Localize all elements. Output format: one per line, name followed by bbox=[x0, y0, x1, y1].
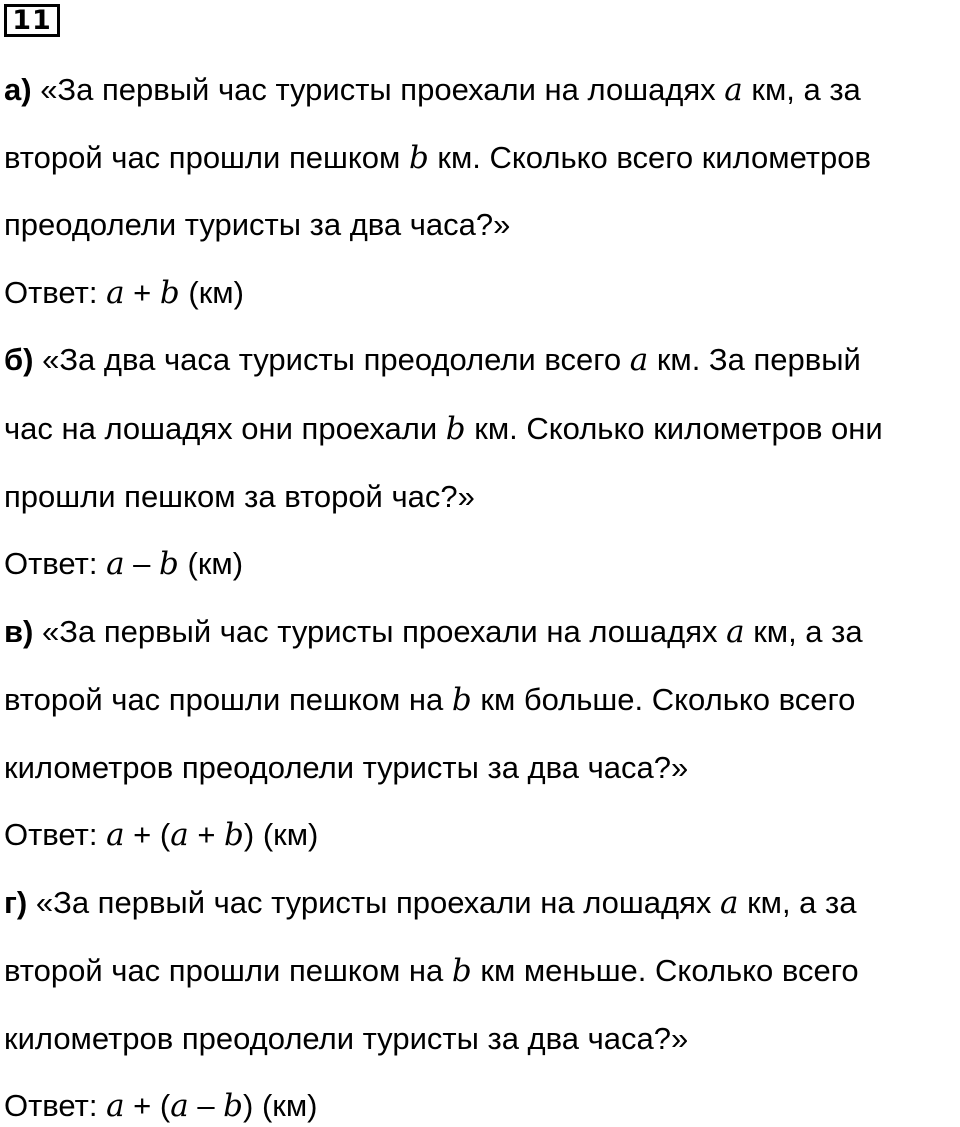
part-c-line-3: километров преодолели туристы за два часа?» bbox=[4, 750, 689, 785]
part-a-line-2: второй час прошли пешком b км. Сколько всего километров bbox=[4, 140, 871, 176]
part-label: в) bbox=[4, 614, 34, 649]
part-label: б) bbox=[4, 342, 34, 377]
part-d-line-2: второй час прошли пешком на b км меньше. Сколько всего bbox=[4, 953, 859, 989]
variable-a: a bbox=[724, 72, 743, 108]
task-number-box: 11 bbox=[4, 4, 60, 37]
part-a-answer: Ответ: a + b (км) bbox=[4, 275, 244, 311]
part-c-answer: Ответ: a + (a + b) (км) bbox=[4, 817, 319, 853]
variable-b: b bbox=[408, 140, 429, 176]
variable-b: b bbox=[445, 411, 466, 447]
part-label: а) bbox=[4, 72, 32, 107]
variable-b: b bbox=[451, 953, 472, 989]
part-d-line-3: километров преодолели туристы за два часа?» bbox=[4, 1021, 689, 1056]
part-a-line-3: преодолели туристы за два часа?» bbox=[4, 207, 511, 242]
variable-b: b bbox=[451, 682, 472, 718]
variable-a: a bbox=[629, 342, 649, 378]
part-label: г) bbox=[4, 885, 28, 920]
part-d-answer: Ответ: a + (a – b) (км) bbox=[4, 1088, 318, 1124]
part-c-line-2: второй час прошли пешком на b км больше. Сколько всего bbox=[4, 682, 856, 718]
part-b-line-2: час на лошадях они проехали b км. Сколько километров они bbox=[4, 411, 883, 447]
part-b-answer: Ответ: a – b (км) bbox=[4, 546, 244, 582]
variable-a: a bbox=[726, 614, 745, 650]
part-c-line-1: в) «За первый час туристы проехали на лошадях a км, а за bbox=[4, 614, 863, 650]
part-b-line-3: прошли пешком за второй час?» bbox=[4, 479, 475, 514]
part-d-line-1: г) «За первый час туристы проехали на лошадях a км, а за bbox=[4, 885, 857, 921]
part-b-line-1: б) «За два часа туристы преодолели всего a км. За первый bbox=[4, 342, 861, 378]
part-a-line-1: а) «За первый час туристы проехали на лошадях a км, а за bbox=[4, 72, 861, 108]
variable-a: a bbox=[719, 885, 739, 921]
